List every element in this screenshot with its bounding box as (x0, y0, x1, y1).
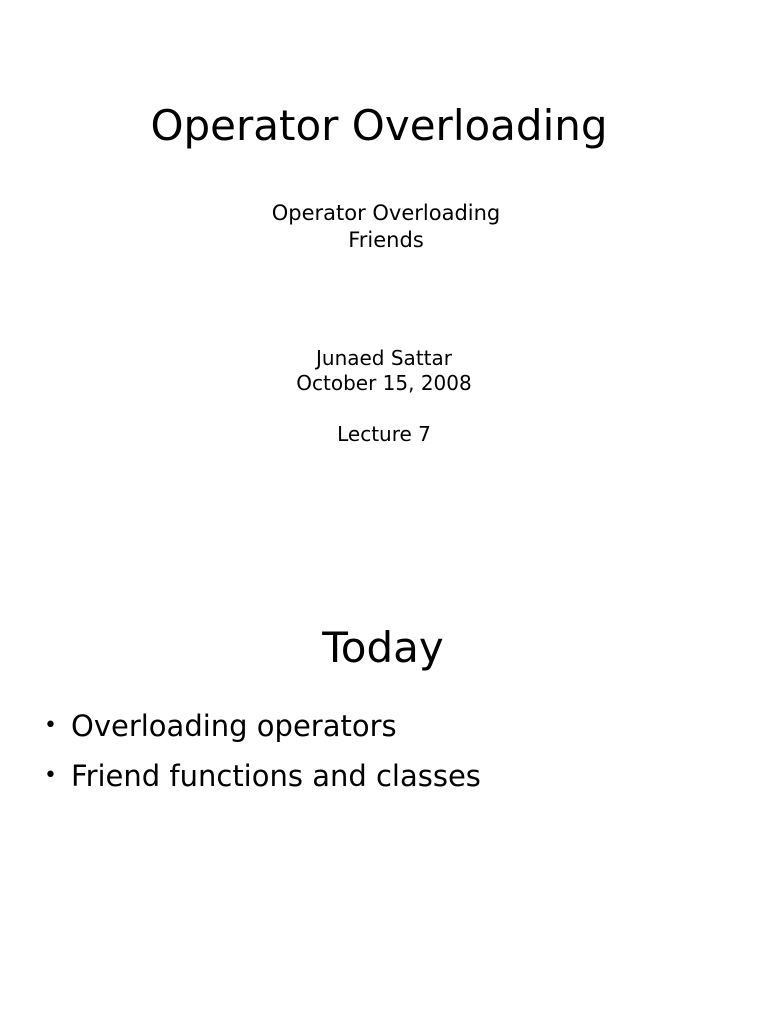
slide-title: Operator Overloading (150, 101, 608, 150)
author-name: Junaed Sattar (316, 346, 452, 370)
list-item (44, 708, 744, 744)
agenda-slide (0, 540, 768, 1024)
bullet-icon: • (44, 713, 57, 738)
subtitle-line-topic: Operator Overloading (271, 201, 501, 225)
slide-subtitle (0, 200, 768, 254)
lecture-date: October 15, 2008 (296, 371, 472, 395)
bullet-icon: • (44, 763, 57, 788)
bullet-list (44, 708, 744, 808)
lecture-number: Lecture 7 (337, 422, 431, 446)
subtitle-line-friends: Friends (348, 228, 424, 252)
bullet-text: Friend functions and classes (71, 759, 481, 793)
author-block (0, 346, 768, 396)
bullet-text: Overloading operators (71, 709, 397, 743)
slide-title: Today (322, 623, 444, 672)
list-item (44, 758, 744, 794)
